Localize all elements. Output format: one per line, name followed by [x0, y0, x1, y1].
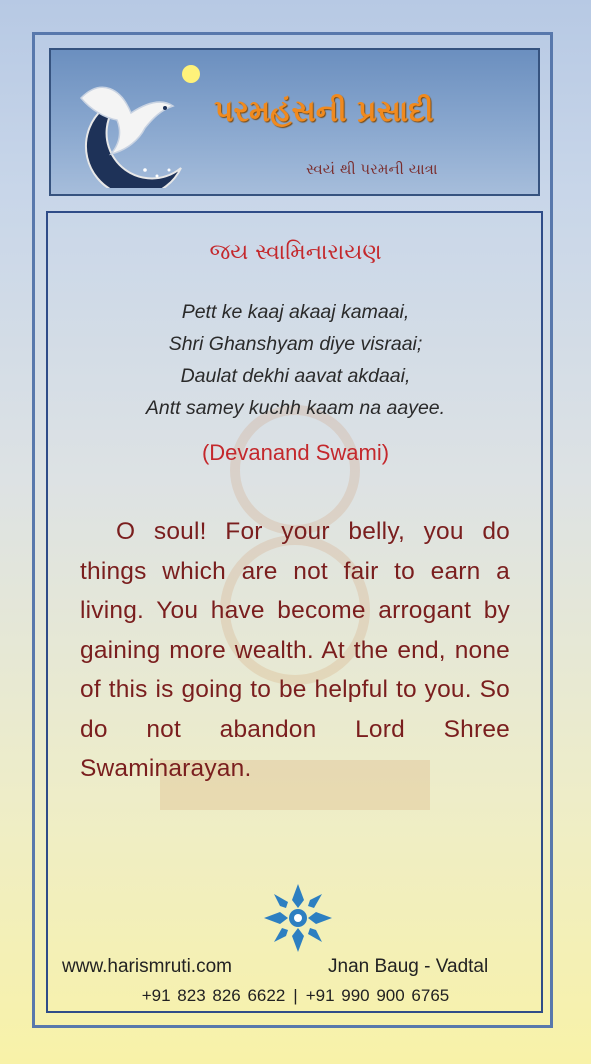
- verse: [0, 296, 591, 424]
- greeting: જય સ્વામિનારાયણ: [209, 240, 382, 265]
- phone-numbers: [0, 986, 591, 1006]
- header-subtitle: સ્વયં થી પરમની યાત્રા: [306, 160, 438, 178]
- verse-author: (Devanand Swami): [201, 440, 390, 465]
- phone-2[interactable]: +91 990 900 6765: [305, 986, 450, 1005]
- translation-text: O soul! For your belly, you do things which are not fair to earn a living. You have become arrogant by gaining more wealth. At the end, none of this is going to be helpful to you. So do not abandon Lord Shree Swaminarayan.: [80, 518, 510, 782]
- dove-moon-logo-icon: [61, 58, 201, 188]
- verse-line: Daulat dekhi aavat akdaai,: [180, 365, 411, 387]
- phone-separator: |: [293, 986, 298, 1005]
- website-link[interactable]: www.harismruti.com: [62, 956, 232, 977]
- swastika-emblem-icon: [258, 878, 338, 958]
- phone-1[interactable]: +91 823 826 6622: [141, 986, 286, 1005]
- location-text: Jnan Baug - Vadtal: [328, 956, 489, 977]
- verse-line: Shri Ghanshyam diye visraai;: [168, 333, 423, 355]
- header-title: પરમહંસની પ્રસાદી: [214, 94, 434, 129]
- header-banner: [49, 48, 540, 196]
- verse-line: Antt samey kuchh kaam na aayee.: [145, 397, 446, 419]
- verse-line: Pett ke kaaj akaaj kamaai,: [181, 301, 410, 323]
